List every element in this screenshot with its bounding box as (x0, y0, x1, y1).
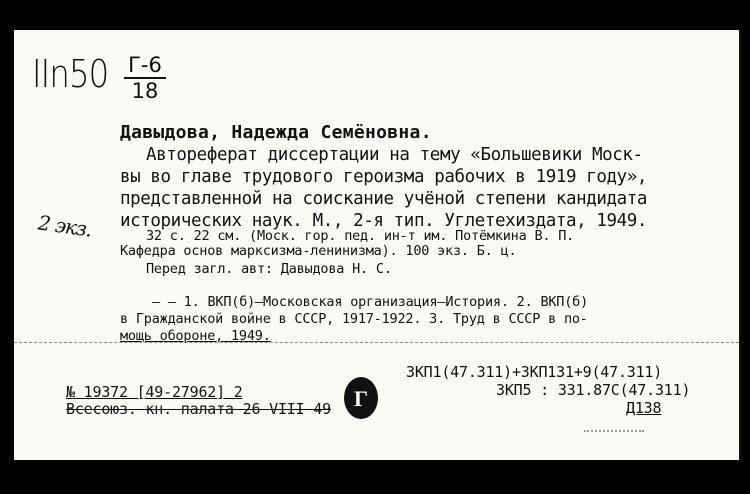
author-heading: Давыдова, Надежда Семёновна. (120, 122, 432, 143)
classification-line: ЗКП5 : 331.87С(47.311) (496, 381, 691, 399)
shelfmark-fraction-top: Г-6 (128, 53, 162, 77)
stamp-mark: Г (354, 386, 368, 411)
title-line: вы во главе трудового героизма рабочих в 1919 году», (120, 167, 648, 187)
library-stamp (344, 377, 378, 419)
title-line: Автореферат диссертации на тему «Большевики Моск- (146, 145, 643, 165)
subject-line: мощь обороне, 1949. (120, 328, 271, 344)
physical-line: Перед загл. авт: Давыдова Н. С. (146, 261, 392, 277)
classification-line: ЗКП1(47.311)+ЗКП131+9(47.311) (406, 363, 663, 381)
subject-line: в Гражданской войне в СССР, 1917-1922. 3. Труд в СССР в по- (120, 311, 588, 327)
record-number: № 19372 [49-27962] 2 (66, 383, 243, 401)
physical-line: 32 с. 22 см. (Моск. гор. пед. ин-т им. Потёмкина В. П. (146, 228, 575, 244)
copies-note: 2 экз. (36, 210, 93, 242)
shelfmark-fraction (122, 54, 168, 102)
classification-line: Д138 (626, 399, 662, 417)
catalog-card (14, 30, 741, 460)
physical-line: Кафедра основ марксизма-ленинизма). 100 экз. Б. ц. (120, 243, 517, 259)
subject-line: — — 1. ВКП(б)—Московская организация—История. 2. ВКП(б) (152, 294, 589, 310)
record-issuer: Всесоюз. кн. палата 26 VIII 49 (66, 400, 331, 418)
title-line: исторических наук. М., 2-я тип. Углетехиздата, 1949. (120, 211, 648, 231)
shelfmark-fraction-bottom: 18 (131, 79, 159, 103)
ink-smudge (584, 430, 644, 440)
shelfmark: IIn50 (32, 52, 109, 96)
title-line: представленной на соискание учёной степени кандидата (120, 189, 648, 209)
